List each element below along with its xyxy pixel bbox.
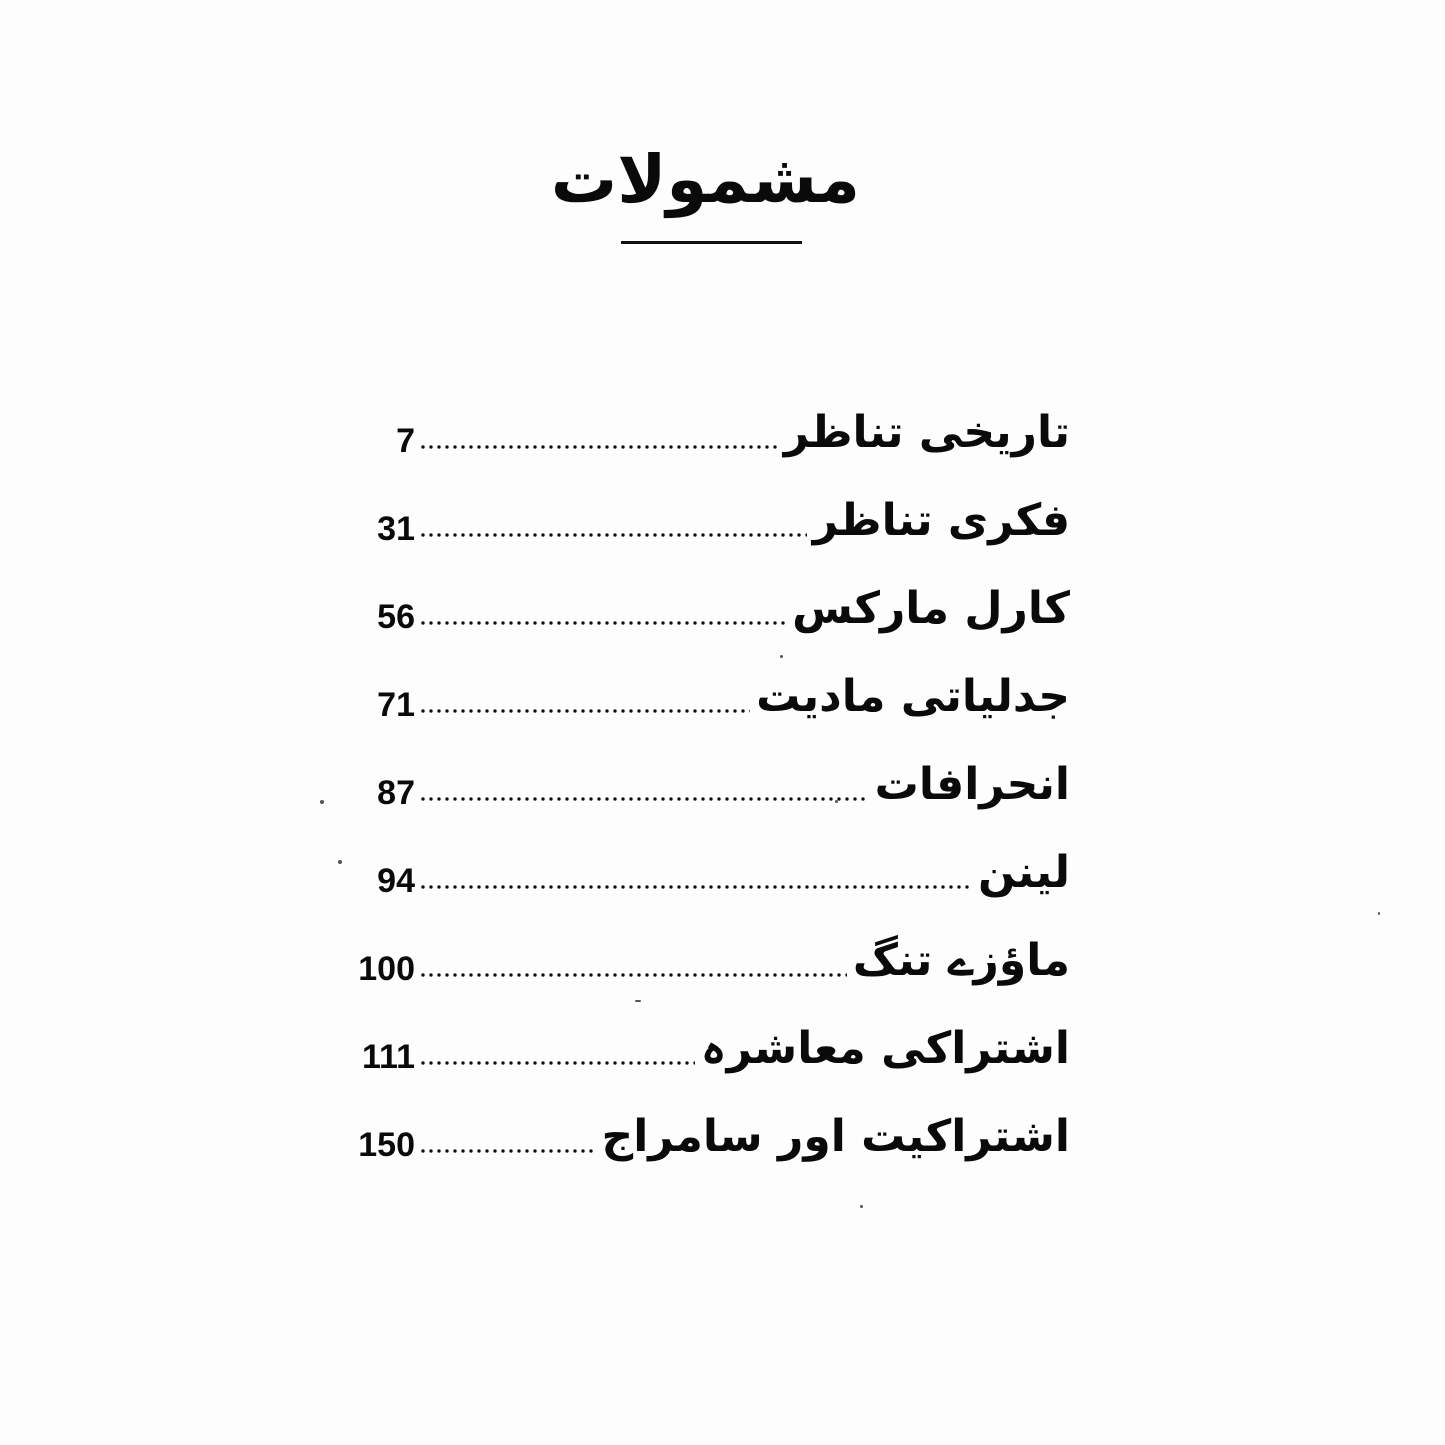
- toc-entry: [345, 815, 1070, 903]
- toc-entry: [345, 903, 1070, 991]
- dot-leader: [419, 795, 869, 803]
- scan-speck: [338, 860, 342, 864]
- toc-entry-title: اشتراکیت اور سامراج: [601, 1111, 1070, 1162]
- scan-speck: [635, 1000, 641, 1002]
- toc-entry: [345, 463, 1070, 551]
- dot-leader: [419, 1147, 596, 1155]
- scan-speck: [835, 800, 838, 803]
- toc-page-number: 111: [362, 1038, 415, 1076]
- dot-leader: [419, 883, 972, 891]
- toc-entry: [345, 639, 1070, 727]
- toc-entry: [345, 991, 1070, 1079]
- toc-entry: [345, 375, 1070, 463]
- dot-leader: [419, 619, 786, 627]
- table-of-contents: [345, 375, 1070, 1167]
- toc-entry-title: تاریخی تناظر: [783, 407, 1070, 458]
- page-title: مشمولات: [550, 141, 860, 218]
- toc-page-number: 56: [377, 598, 415, 636]
- toc-entry-title: ماؤزے تنگ: [852, 935, 1070, 986]
- toc-page-number: 100: [358, 950, 415, 988]
- scan-speck: [1378, 912, 1380, 915]
- title-underline: [621, 241, 802, 244]
- dot-leader: [419, 443, 778, 451]
- dot-leader: [419, 531, 807, 539]
- toc-page-number: 150: [358, 1126, 415, 1164]
- toc-entry: [345, 727, 1070, 815]
- toc-page-number: 71: [377, 686, 415, 724]
- dot-leader: [419, 971, 847, 979]
- toc-entry-title: لینن: [977, 847, 1070, 898]
- scan-speck: [320, 800, 324, 804]
- toc-entry-title: انحرافات: [874, 759, 1070, 810]
- toc-page-number: 31: [377, 510, 415, 548]
- toc-entry-title: کارل مارکس: [792, 583, 1070, 634]
- scan-speck: [780, 655, 783, 658]
- toc-page-number: 87: [377, 774, 415, 812]
- toc-entry: [345, 1079, 1070, 1167]
- toc-entry: [345, 551, 1070, 639]
- dot-leader: [419, 707, 750, 715]
- toc-page-number: 7: [396, 422, 415, 460]
- toc-entry-title: فکری تناظر: [812, 495, 1070, 546]
- toc-entry-title: اشتراکی معاشرہ: [700, 1023, 1070, 1074]
- scan-speck: [860, 1205, 863, 1208]
- dot-leader: [419, 1059, 695, 1067]
- toc-entry-title: جدلیاتی مادیت: [756, 671, 1070, 722]
- toc-page-number: 94: [377, 862, 415, 900]
